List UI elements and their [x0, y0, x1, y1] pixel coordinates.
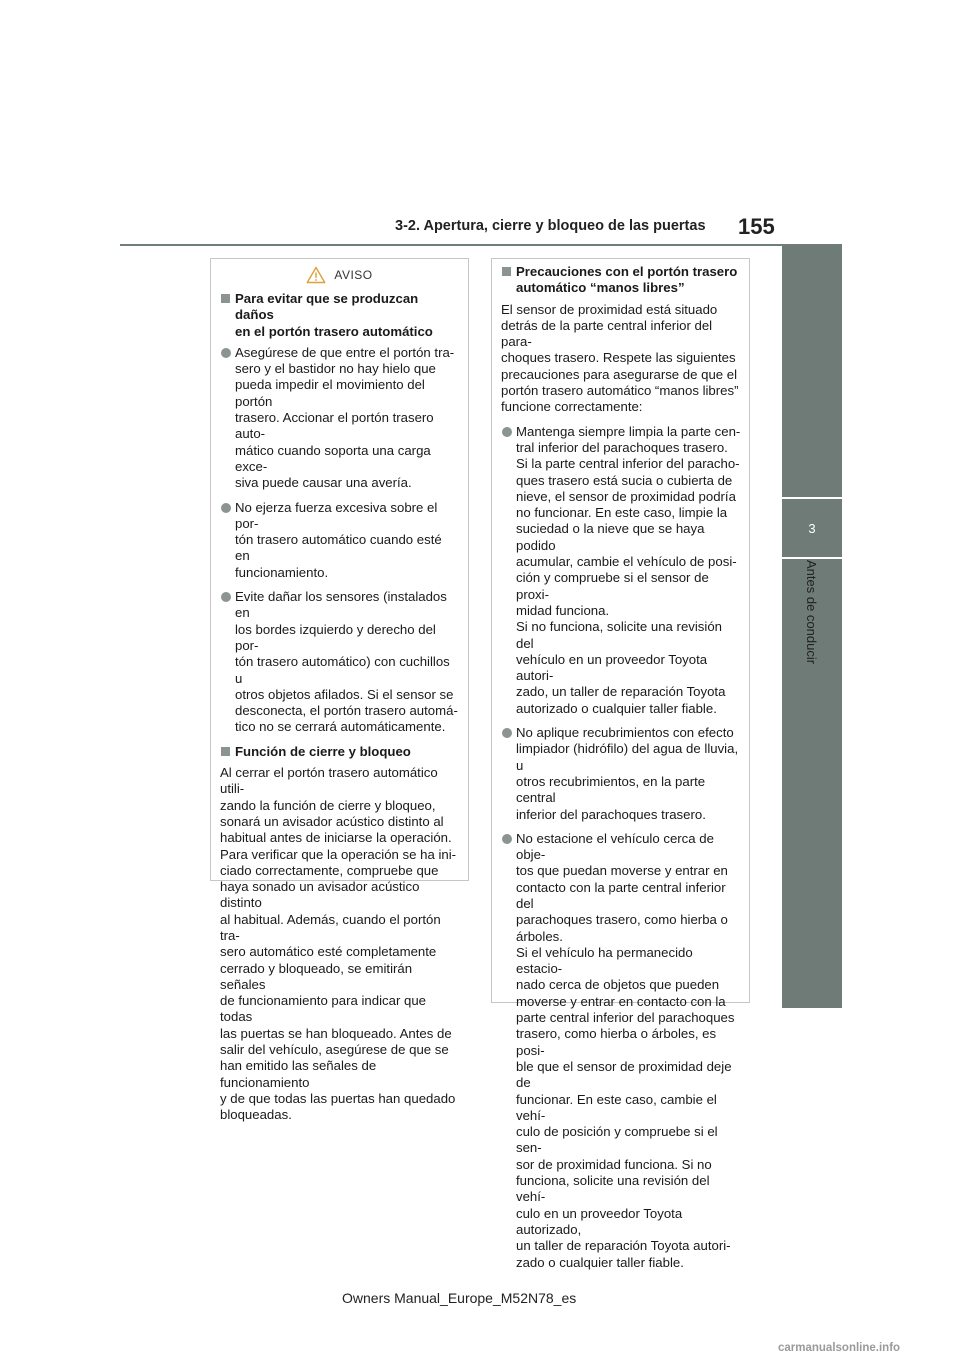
text-line: tral inferior del parachoques trasero. — [516, 439, 728, 455]
text-line: salir del vehículo, asegúrese de que se — [220, 1042, 449, 1058]
text-line: han emitido las señales de funcionamiento — [220, 1058, 377, 1090]
warning-triangle-icon — [306, 266, 326, 284]
text-line: Si la parte central inferior del paracho- — [516, 456, 740, 472]
text-line: autorizado o cualquier taller fiable. — [516, 700, 717, 716]
circle-bullet-icon — [221, 348, 231, 358]
paragraph — [220, 765, 460, 1124]
list-item — [220, 345, 460, 492]
text-line: choques trasero. Respete las siguientes — [501, 350, 736, 366]
page-number: 155 — [738, 214, 775, 239]
text-line: bloqueadas. — [220, 1107, 292, 1123]
text-line: y de que todas las puertas han quedado — [220, 1090, 456, 1106]
text-line: Mantenga siempre limpia la parte cen- — [516, 423, 741, 439]
text-line: árboles. — [516, 928, 563, 944]
text-line: nieve, el sensor de proximidad podría — [516, 488, 736, 504]
list-item — [220, 589, 460, 736]
text-line: ción y compruebe si el sensor de proxi- — [516, 570, 709, 602]
text-line: funciona, solicite una revisión del vehí- — [516, 1173, 710, 1205]
text-line: habitual antes de iniciarse la operación. — [220, 830, 452, 846]
text-line: funcionamiento. — [235, 564, 329, 580]
circle-bullet-icon — [502, 834, 512, 844]
warning-label: AVISO — [334, 267, 373, 282]
text-line: Al cerrar el portón trasero automático utili- — [220, 765, 438, 797]
section-title: 3-2. Apertura, cierre y bloqueo de las puertas — [395, 218, 706, 234]
square-bullet-icon — [221, 294, 230, 303]
document-name: Owners Manual_Europe_M52N78_es — [342, 1290, 577, 1306]
text-line: No aplique recubrimientos con efecto — [516, 725, 734, 741]
text-line: detrás de la parte central inferior del para- — [501, 317, 713, 350]
text-line: zado, un taller de reparación Toyota — [516, 684, 726, 700]
chapter-title: Antes de conducir — [804, 560, 819, 665]
text-line: siva puede causar una avería. — [235, 475, 412, 491]
text-line: Si no funciona, solicite una revisión del — [516, 619, 722, 651]
list-item — [501, 831, 741, 1271]
text-line: zado o cualquier taller fiable. — [516, 1254, 684, 1270]
text-line: funcionar. En este caso, cambie el vehí- — [516, 1091, 717, 1123]
info-content — [501, 264, 741, 1271]
text-line: sor de proximidad funciona. Si no — [516, 1156, 712, 1172]
text-line: inferior del parachoques trasero. — [516, 806, 706, 822]
text-line: sero y el bastidor no hay hielo que — [235, 361, 436, 377]
text-line: al habitual. Además, cuando el portón tra- — [220, 911, 441, 943]
list-item — [220, 500, 460, 581]
text-line: No ejerza fuerza excesiva sobre el por- — [235, 499, 438, 531]
text-line: ble que el sensor de proximidad deje de — [516, 1058, 732, 1091]
text-line: sonará un avisador acústico distinto al — [220, 813, 444, 829]
circle-bullet-icon — [502, 427, 512, 437]
section-heading — [220, 291, 460, 340]
text-line: ques trasero está sucia o cubierta de — [516, 472, 733, 488]
circle-bullet-icon — [221, 503, 231, 513]
text-line: vehículo en un proveedor Toyota autori- — [516, 651, 708, 684]
text-line: trasero, como hierba o árboles, es posi- — [516, 1026, 717, 1058]
text-line: midad funciona. — [516, 602, 610, 618]
text-line: El sensor de proximidad está situado — [501, 301, 718, 317]
text-line: Función de cierre y bloqueo — [235, 743, 411, 759]
text-line: los bordes izquierdo y derecho del por- — [235, 621, 436, 653]
chapter-number: 3 — [782, 499, 842, 557]
circle-bullet-icon — [221, 592, 231, 602]
circle-bullet-icon — [502, 728, 512, 738]
text-line: Asegúrese de que entre el portón tra- — [235, 344, 455, 360]
header-divider — [120, 244, 842, 246]
section-heading — [220, 744, 460, 760]
text-line: suciedad o la nieve que se haya podido — [516, 521, 705, 553]
text-line: tico no se cerrará automáticamente. — [235, 719, 446, 735]
text-line: Para evitar que se produzcan daños — [235, 291, 419, 323]
text-line: automático “manos libres” — [516, 280, 685, 296]
text-line: tos que puedan moverse y entrar en — [516, 863, 728, 879]
text-line: en el portón trasero automático — [235, 323, 433, 339]
text-line: no funcionar. En este caso, limpie la — [516, 505, 728, 521]
text-line: mático cuando soporta una carga exce- — [235, 442, 431, 474]
text-line: pueda impedir el movimiento del portón — [235, 377, 425, 409]
text-line: otros objetos afilados. Si el sensor se — [235, 686, 454, 702]
text-line: precauciones para asegurarse de que el — [501, 366, 738, 382]
warning-content — [220, 291, 460, 1124]
paragraph — [501, 302, 741, 416]
warning-header — [211, 265, 468, 285]
watermark: carmanualsonline.info — [778, 1342, 901, 1354]
text-line: zando la función de cierre y bloqueo, — [220, 797, 436, 813]
text-line: desconecta, el portón trasero automá- — [235, 703, 458, 719]
list-item — [501, 424, 741, 717]
text-line: cerrado y bloqueado, se emitirán señales — [220, 960, 413, 992]
text-line: parte central inferior del parachoques — [516, 1010, 735, 1026]
side-tab-bar-top — [782, 246, 842, 497]
text-line: contacto con la parte central inferior del — [516, 879, 726, 911]
text-line: Precauciones con el portón trasero — [516, 264, 738, 279]
list-item — [501, 725, 741, 823]
text-line: moverse y entrar en contacto con la — [516, 993, 726, 1009]
square-bullet-icon — [221, 747, 230, 756]
text-line: trasero. Accionar el portón trasero auto- — [235, 410, 434, 442]
text-line: Si el vehículo ha permanecido estacio- — [516, 944, 693, 977]
text-line: de funcionamiento para indicar que todas — [220, 993, 427, 1025]
text-line: sero automático esté completamente — [220, 944, 437, 960]
text-line: funcione correctamente: — [501, 399, 643, 415]
text-line: acumular, cambie el vehículo de posi- — [516, 554, 737, 570]
text-line: limpiador (hidrófilo) del agua de lluvia, u — [516, 741, 739, 773]
text-line: Para verificar que la operación se ha ini- — [220, 846, 457, 862]
text-line: tón trasero automático cuando esté en — [235, 532, 442, 564]
text-line: culo de posición y compruebe si el sen- — [516, 1124, 718, 1156]
info-box — [491, 258, 750, 1270]
text-line: un taller de reparación Toyota autori- — [516, 1238, 731, 1254]
text-line: nado cerca de objetos que pueden — [516, 977, 720, 993]
section-heading — [501, 264, 741, 297]
text-line: otros recubrimientos, en la parte central — [516, 773, 706, 806]
text-line: haya sonado un avisador acústico distinto — [220, 879, 420, 911]
text-line: portón trasero automático “manos libres” — [501, 383, 739, 399]
text-line: Evite dañar los sensores (instalados en — [235, 589, 447, 621]
text-line: tón trasero automático) con cuchillos u — [235, 654, 450, 686]
text-line: culo en un proveedor Toyota autorizado, — [516, 1205, 683, 1237]
warning-box — [210, 258, 469, 1123]
text-line: las puertas se han bloqueado. Antes de — [220, 1025, 452, 1041]
square-bullet-icon — [502, 267, 511, 276]
text-line: No estacione el vehículo cerca de obje- — [516, 830, 714, 863]
text-line: parachoques trasero, como hierba o — [516, 912, 728, 928]
text-line: ciado correctamente, compruebe que — [220, 862, 439, 878]
